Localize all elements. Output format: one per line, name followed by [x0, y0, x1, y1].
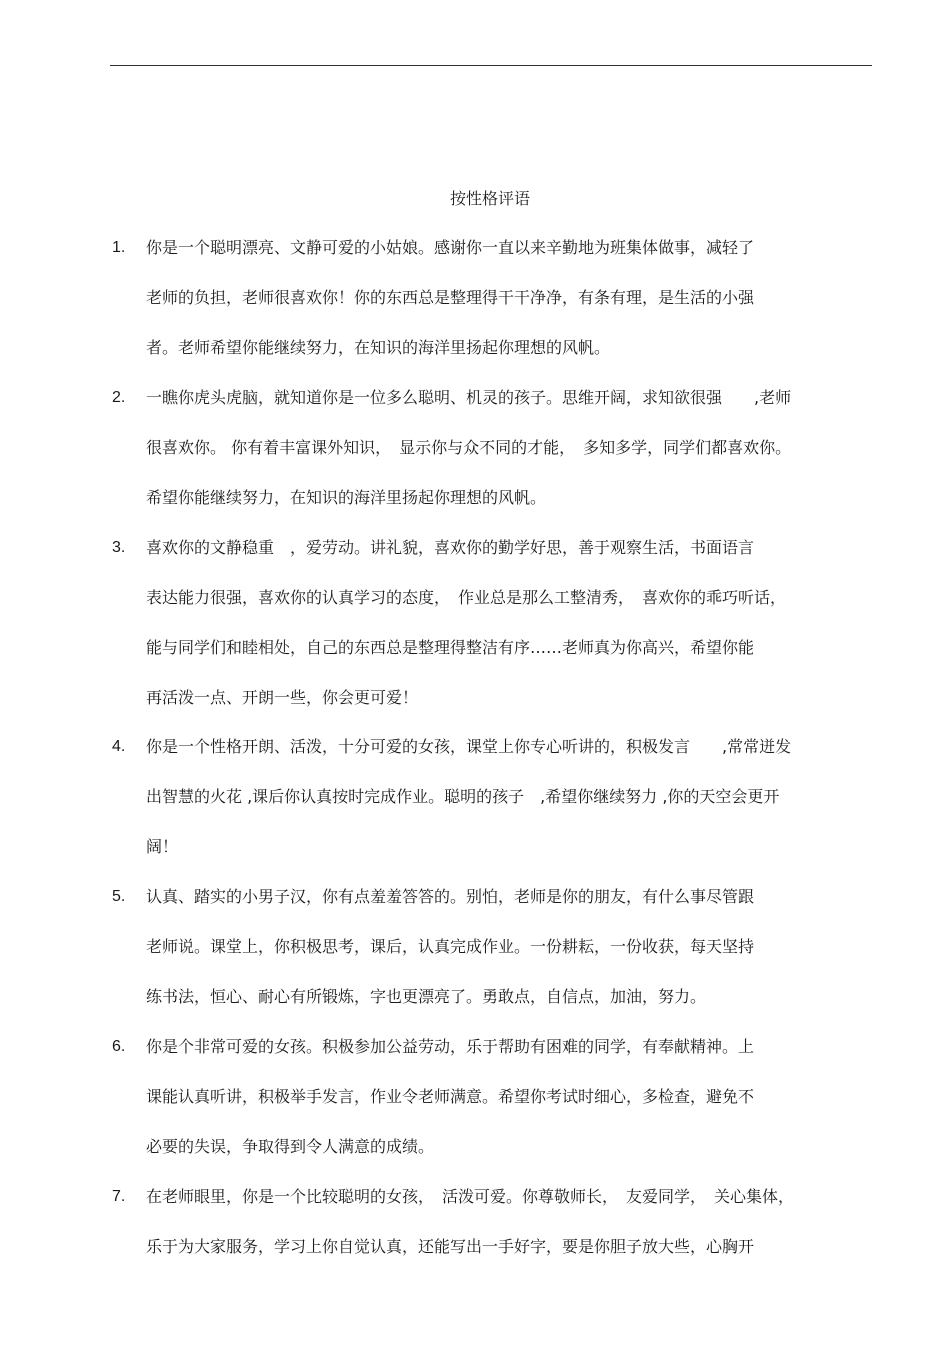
item-text-line: 认真、踏实的小男子汉，你有点羞羞答答的。别怕，老师是你的朋友，有什么事尽管跟 [146, 887, 755, 906]
item-text-line: 老师的负担，老师很喜欢你！你的东西总是整理得干干净净，有条有理，是生活的小强 [146, 288, 755, 307]
item-number: 7. [112, 1188, 126, 1205]
item-text-line: 你是个非常可爱的女孩。积极参加公益劳动，乐于帮助有困难的同学，有奉献精神。上 [146, 1037, 755, 1056]
item-text-line: 很喜欢你。 你有着丰富课外知识， 显示你与众不同的才能， 多知多学，同学们都喜欢你。 [146, 438, 792, 457]
top-rule [110, 65, 872, 66]
item-text-line: 喜欢你的文静稳重 ，爱劳动。讲礼貌，喜欢你的勤学好思，善于观察生活，书面语言 [146, 538, 755, 557]
item-text-line: 你是一个性格开朗、活泼，十分可爱的女孩，课堂上你专心听讲的，积极发言 ,常常迸发 [146, 737, 792, 756]
item-number: 3. [112, 539, 126, 556]
item-number: 4. [112, 738, 126, 755]
item-text-line: 出智慧的火花 ,课后你认真按时完成作业。聪明的孩子 ,希望你继续努力 ,你的天空会更开 [146, 787, 780, 806]
item-text-line: 者。老师希望你能继续努力，在知识的海洋里扬起你理想的风帆。 [146, 338, 611, 357]
item-text-line: 课能认真听讲，积极举手发言，作业令老师满意。希望你考试时细心，多检查，避免不 [146, 1087, 755, 1106]
item-text-line: 能与同学们和睦相处，自己的东西总是整理得整洁有序……老师真为你高兴，希望你能 [146, 638, 755, 657]
item-text-line: 老师说。课堂上，你积极思考，课后，认真完成作业。一份耕耘，一份收获，每天坚持 [146, 937, 755, 956]
item-text-line: 必要的失误，争取得到令人满意的成绩。 [146, 1137, 435, 1156]
item-number: 2. [112, 389, 126, 406]
item-text-line: 在老师眼里，你是一个比较聪明的女孩， 活泼可爱。你尊敬师长， 友爱同学， 关心集体， [146, 1187, 795, 1206]
item-number: 1. [112, 239, 126, 256]
item-text-line: 再活泼一点、开朗一些，你会更可爱！ [146, 688, 419, 707]
item-text-line: 希望你能继续努力，在知识的海洋里扬起你理想的风帆。 [146, 488, 547, 507]
document-title: 按性格评语 [449, 189, 530, 208]
item-text-line: 练书法，恒心、耐心有所锻炼，字也更漂亮了。勇敢点，自信点，加油，努力。 [146, 987, 707, 1006]
item-text-line: 乐于为大家服务，学习上你自觉认真，还能写出一手好字，要是你胆子放大些，心胸开 [146, 1237, 755, 1256]
item-number: 6. [112, 1038, 126, 1055]
item-text-line: 你是一个聪明漂亮、文静可爱的小姑娘。感谢你一直以来辛勤地为班集体做事，减轻了 [146, 238, 755, 257]
item-text-line: 一瞧你虎头虎脑，就知道你是一位多么聪明、机灵的孩子。思维开阔，求知欲很强 ,老师 [146, 388, 792, 407]
item-text-line: 表达能力很强，喜欢你的认真学习的态度， 作业总是那么工整清秀， 喜欢你的乖巧听话， [146, 588, 787, 607]
item-text-line: 阔！ [146, 837, 179, 856]
item-number: 5. [112, 888, 126, 905]
